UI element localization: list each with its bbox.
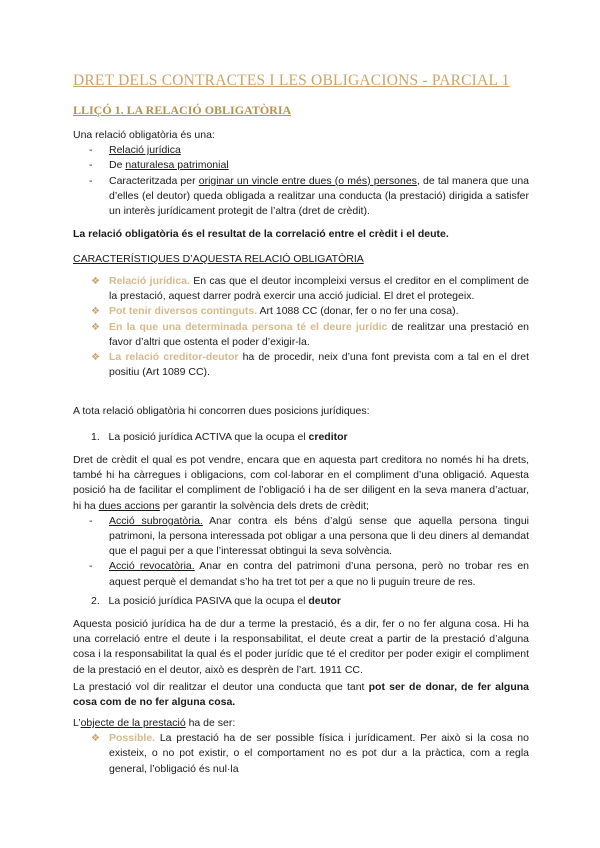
list-item: ❖ Possible. La prestació ha de ser possible física i jurídicament. Per això si la cosa no existeix, o no pot existir, o el comportament no es pot dur a la pràctica, com a regla general, l’obligació és nul·la <box>91 732 529 775</box>
dash-marker: - <box>89 144 93 157</box>
characteristics-list <box>73 274 529 380</box>
list-item: ❖ Pot tenir diversos continguts. Art 1088 CC (donar, fer o no fer una cosa). <box>73 304 529 319</box>
position-passive-heading: 2. La posició jurídica PASIVA que la ocupa el deutor <box>91 595 342 607</box>
dash-marker: - <box>89 560 93 573</box>
position-active-heading: 1. La posició jurídica ACTIVA que la ocupa el creditor <box>91 431 348 443</box>
diamond-bullet-icon: ❖ <box>91 321 100 333</box>
list-item: ❖ En la que una determinada persona té el deure jurídic de realitzar una prestació en favor d’altri que ostenta el poder d’exigir-la. <box>91 320 529 348</box>
intro-section <box>73 128 529 219</box>
positions-intro: A tota relació obligatòria hi concorren dues posicions jurídiques: <box>73 405 370 417</box>
lesson-heading: LLIÇÓ 1. LA RELACIÓ OBLIGATÒRIA <box>73 103 292 117</box>
deutor-paragraph: Aquesta posició jurídica ha de dur a terme la prestació, és a dir, fer o no fer alguna cosa. Hi ha una correlació entre el deute i la responsabilitat, el deute creat a partir de la prestació d’alguna cosa i la responsabilitat la qual és el poder jurídic que té el creditor per poder exigir el compliment de la prestació en el deutor, això es desprèn de l’art. 1911 CC. <box>73 618 529 676</box>
actions-list <box>73 514 529 590</box>
intro-list <box>73 143 529 219</box>
objecte-section <box>73 716 529 777</box>
objecte-intro: L’objecte de la prestació ha de ser: <box>73 717 236 729</box>
prestacio-paragraph: La prestació vol dir realitzar el deutor una conducta que tant pot ser de donar, de fer alguna cosa com de no fer alguna cosa. <box>73 681 529 709</box>
list-item: - Acció subrogatòria. Anar contra els béns d’algú sense que aquella persona tingui patrimoni, la persona interessada pot obligar a una persona que li deu diners al demandat que el pagui per a que l’interessat obtingui la seva solvència. <box>89 514 529 558</box>
list-item: - De naturalesa patrimonial <box>73 158 529 173</box>
list-item: - Caracteritzada per originar un vincle entre dues (o més) persones, de tal manera que una d’elles (el deutor) queda obligada a realitzar una conducta (la prestació) dirigida a satisfer un interès jurídicament protegit de l’altra (dret de crèdit). <box>89 174 529 218</box>
list-item: ❖ Relació jurídica. En cas que el deutor incompleixi versus el creditor en el compliment de la prestació, aquest darrer podrà exercir una acció judicial. El dret el protegeix. <box>91 275 529 303</box>
creditor-paragraph: Dret de crèdit el qual es pot vendre, encara que en aquesta part creditora no només hi ha drets, també hi ha càrregues i obligacions, com col·laborar en el compliment d’una obligació. Aquesta posició ha de facilitar el compliment de l’obligació i ha de ser diligent en la seva manera d’actuar, hi ha dues accions per garantir la solvència dels drets de crèdit; <box>73 454 529 512</box>
bold-statement: La relació obligatòria és el resultat de la correlació entre el crèdit i el deute. <box>73 228 449 240</box>
list-item: - Acció revocatòria. Anar en contra del patrimoni d’una persona, però no trobar res en aquest perquè el demandat s’ho ha tret tot per a que no li puguin treure de res. <box>89 560 530 588</box>
diamond-bullet-icon: ❖ <box>91 276 100 287</box>
dash-marker: - <box>89 174 93 187</box>
objecte-list <box>73 731 529 777</box>
characteristics-section <box>73 274 529 380</box>
creditor-section <box>73 453 529 590</box>
dash-marker: - <box>89 514 93 527</box>
list-item: ❖ La relació creditor-deutor ha de procedir, neix d’una font prevista com a tal en el dret positiu (Art 1089 CC). <box>91 351 530 379</box>
document-title: DRET DELS CONTRACTES I LES OBLIGACIONS - PARCIAL 1 <box>73 72 510 89</box>
list-item: - Relació jurídica <box>73 143 529 158</box>
intro-text: Una relació obligatòria és una: <box>73 129 215 141</box>
dash-marker: - <box>89 159 93 172</box>
diamond-bullet-icon: ❖ <box>91 352 100 364</box>
diamond-bullet-icon: ❖ <box>91 733 100 745</box>
characteristics-heading: CARACTERÍSTIQUES D’AQUESTA RELACIÓ OBLIGATÒRIA <box>73 253 364 265</box>
diamond-bullet-icon: ❖ <box>91 306 100 318</box>
